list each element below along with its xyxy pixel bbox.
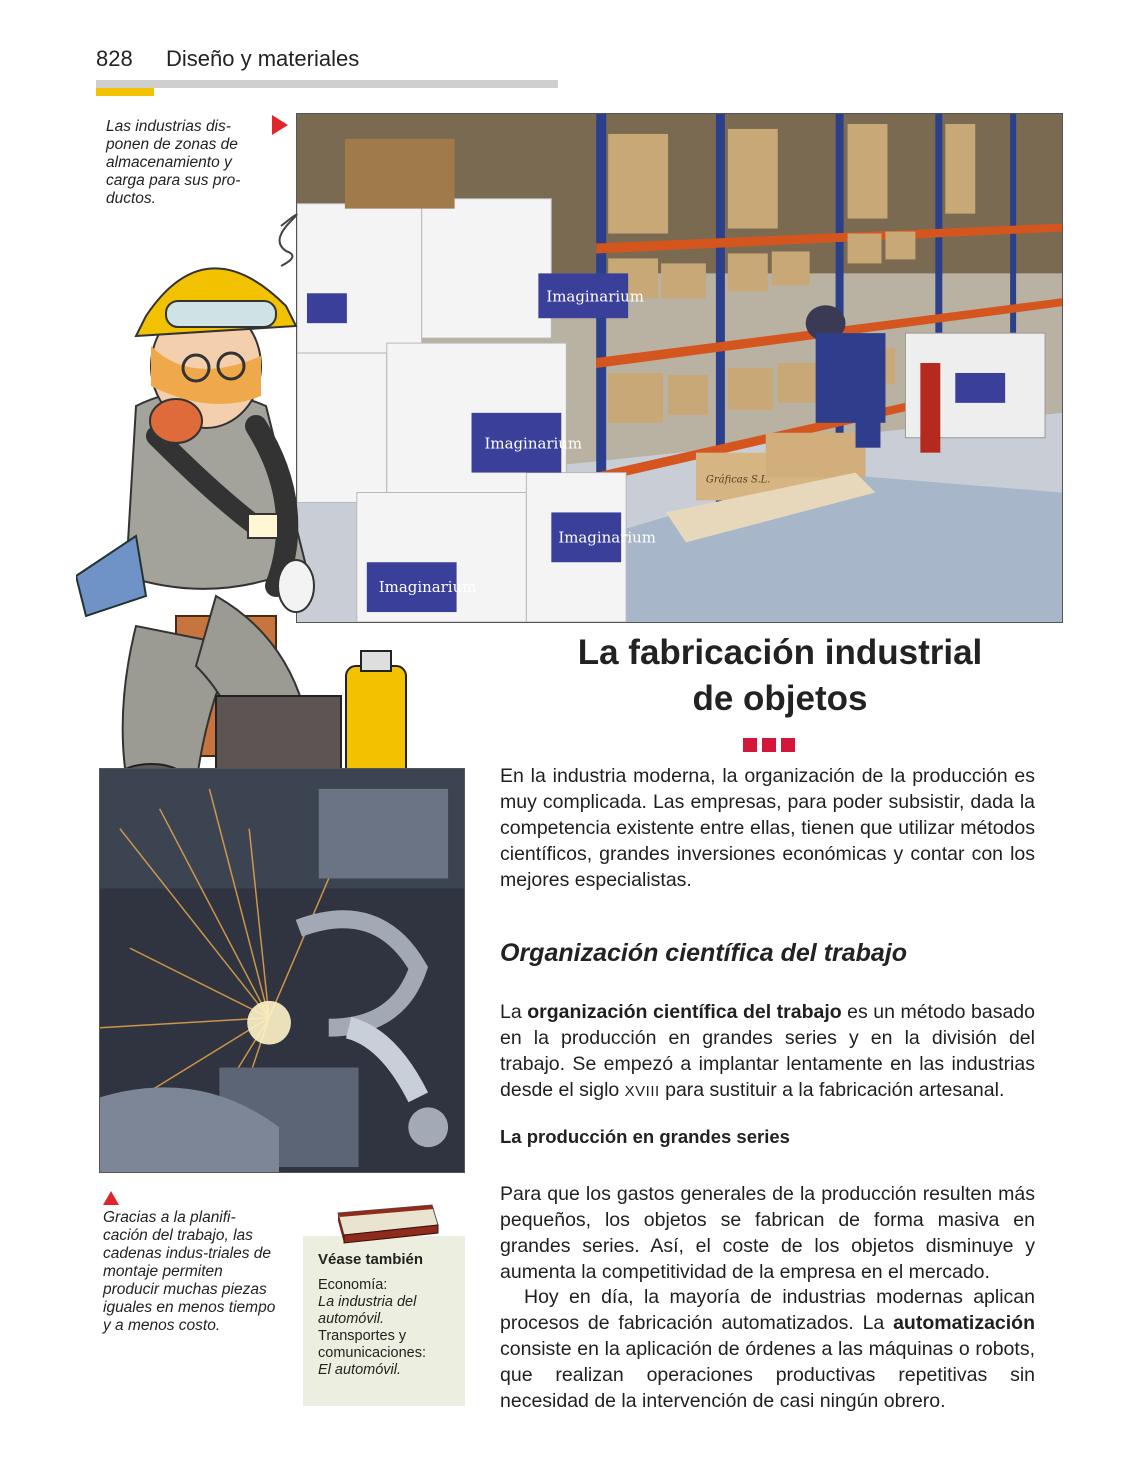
arrow-up-icon	[103, 1191, 119, 1205]
text-run: La	[500, 1001, 528, 1023]
assembly-line-photo	[99, 768, 465, 1173]
ornament-square	[762, 738, 776, 752]
subheading: La producción en grandes series	[500, 1126, 790, 1147]
header-rule	[96, 80, 558, 88]
text-run: Hoy en día, la mayoría de industrias modernas aplican procesos de fabricación automatizados. La	[500, 1286, 1035, 1334]
paragraph-automatizacion	[500, 1284, 1035, 1414]
see-also-title: Véase también	[318, 1251, 424, 1268]
section-title: Diseño y materiales	[166, 46, 360, 71]
see-also-topic: Transportes y comunicaciones:	[318, 1328, 426, 1361]
century-numeral: XVIII	[624, 1083, 660, 1100]
text-run: es un método basado en la producción en grandes series y en la división del trabajo. Se empezó a implantar lentamente en las industrias desde el siglo	[500, 1001, 1035, 1101]
see-also-topic: Economía:	[318, 1277, 388, 1293]
title-ornament	[743, 738, 800, 757]
see-also-list	[318, 1277, 463, 1379]
paragraph-series: Para que los gastos generales de la producción resulten más pequeños, los objetos se fabrican de forma masiva en grandes series. Así, el coste de los objetos disminuye y aumenta la competitividad de la empresa en el mercado.	[500, 1183, 1035, 1283]
bold-term: automatización	[893, 1312, 1035, 1334]
page-number: 828	[96, 46, 133, 71]
paragraph-organizacion	[500, 999, 1035, 1105]
title-line-2: de objetos	[692, 679, 868, 718]
see-also-link[interactable]: La industria del automóvil.	[318, 1294, 417, 1327]
ornament-square	[743, 738, 757, 752]
title-line-1: La fabricación industrial	[577, 633, 983, 672]
bold-term: organización científica del trabajo	[527, 1001, 842, 1023]
section-heading: Organización científica del trabajo	[500, 939, 908, 967]
box-label: Imaginarium	[484, 434, 583, 453]
worker-illustration	[76, 196, 456, 828]
intro-paragraph: En la industria moderna, la organización de la producción es muy complicada. Las empresas, para poder subsistir, dada la competencia existente entre ellas, tienen que utilizar métodos científicos, grandes inversiones económicas y contar con los mejores especialistas.	[500, 765, 1035, 891]
text-run: para sustituir a la fabricación artesanal.	[659, 1079, 1005, 1101]
warehouse-caption: Las industrias dis-ponen de zonas de almacenamiento y carga para sus pro-ductos.	[106, 118, 241, 207]
header-accent-bar	[96, 88, 154, 96]
box-label: Imaginarium	[558, 528, 656, 547]
ornament-square	[781, 738, 795, 752]
article-title	[470, 630, 1090, 722]
see-also-link[interactable]: El automóvil.	[318, 1362, 402, 1378]
arrow-right-icon	[272, 115, 288, 135]
book-icon	[330, 1203, 440, 1245]
assembly-caption: Gracias a la planifi-cación del trabajo, las cadenas indus-triales de montaje permiten producir muchas piezas iguales en menos tiempo y a menos costo.	[103, 1209, 276, 1334]
box-label: Imaginarium	[546, 287, 644, 306]
crate-label: Gráficas S.L.	[705, 474, 771, 486]
box-label: Imaginarium	[378, 578, 477, 597]
text-run: consiste en la aplicación de órdenes a las máquinas o robots, que realizan operaciones productivas repetitivas sin necesidad de la intervención de casi ningún obrero.	[500, 1338, 1035, 1412]
